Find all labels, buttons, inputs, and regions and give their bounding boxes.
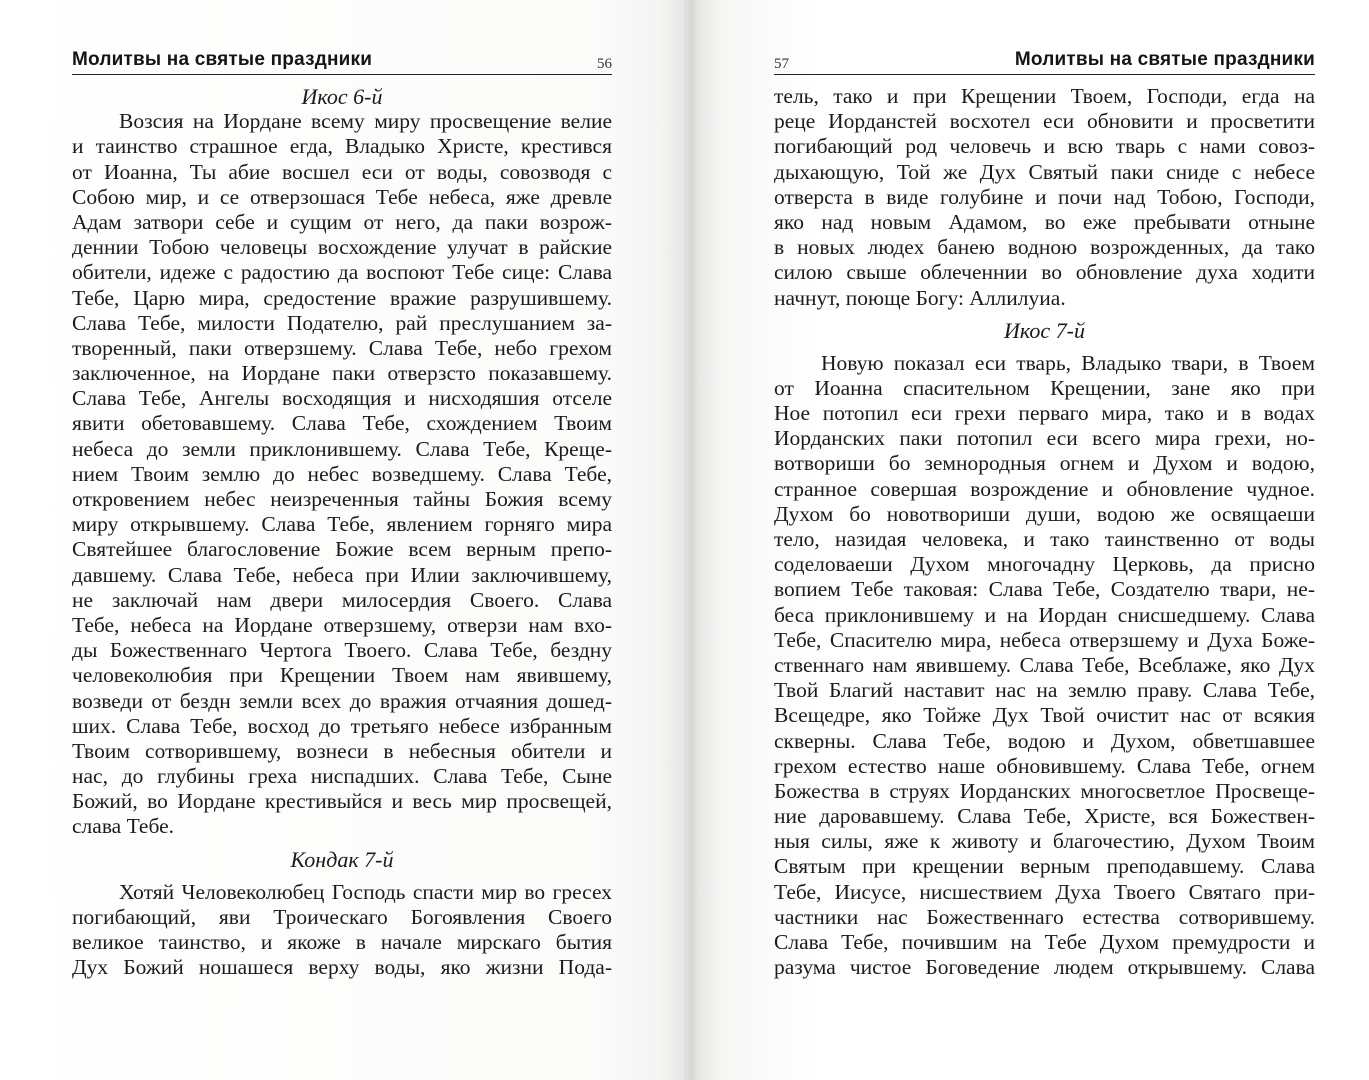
text-line: Возсия на Иордане всему миру просвещение велие: [119, 109, 612, 134]
page-number: 57: [774, 56, 789, 72]
text-line: деннии Тобою человецы восхождение улучат в райские: [72, 235, 612, 260]
text-line: Ное потопил еси грехи перваго мира, тако и в водах: [774, 401, 1315, 426]
text-line: от Иоанна спасительном Крещении, зане яко при: [774, 375, 1315, 400]
text-line: явити обетовавшему. Слава Тебе, схождением Твоим: [72, 411, 612, 436]
text-line: Твой Благий наставит нас на землю праву. Слава Тебе,: [774, 678, 1315, 703]
text-line: Тебе, Иисусе, нисшествием Духа Твоего Святаго при-: [774, 879, 1315, 904]
text-line: Хотяй Человеколюбец Господь спасти мир во гресех: [119, 879, 612, 904]
continuation-text: [774, 84, 1315, 311]
text-line: ственнаго нам явившему. Слава Тебе, Всеблаже, яко Дух: [774, 652, 1315, 677]
text-line: Иорданских паки потопил еси всего мира грехи, но-: [774, 426, 1315, 451]
text-line: обители, идеже с радостию да воспоют Тебе сице: Слава: [72, 260, 612, 285]
section-text-ikos-7: [774, 351, 1315, 981]
text-line: творенный, паки отверзшему. Слава Тебе, небо грехом: [72, 335, 612, 360]
text-line: Новую показал еси тварь, Владыко твари, в Твоем: [821, 350, 1315, 375]
text-line: в новых людех банею водною возрожденных, да тако: [774, 235, 1315, 260]
text-line: не заключай нам двери милосердия Своего. Слава: [72, 587, 612, 612]
text-line: соделоваеши Духом многочадну Церковь, да присно: [774, 552, 1315, 577]
text-line: Тебе, Царю мира, средостение вражие разрушившему.: [72, 285, 612, 310]
section-heading-kondak-7: Кондак 7-й: [290, 846, 394, 872]
right-page-body: [774, 84, 1315, 980]
text-line: реце Иорданстей восхотел еси обновити и просветити: [774, 109, 1315, 134]
text-line: вотвориши бо земнородныя огнем и Духом и водою,: [774, 451, 1315, 476]
text-line: Собою мир, и се отверзошася Тебе небеса, яже древле: [72, 184, 612, 209]
text-line: грехом естество наше обновившему. Слава Тебе, огнем: [774, 753, 1315, 778]
right-page-header: [774, 46, 1315, 75]
running-title: Молитвы на святые праздники: [1014, 49, 1315, 70]
text-line: миру открывшему. Слава Тебе, явлением горняго мира: [72, 512, 612, 537]
section-text-kondak-7: [72, 880, 612, 981]
text-line: частники нас Божественнаго естества сотворившему.: [774, 904, 1315, 929]
text-line: ды Божественнаго Чертога Твоего. Слава Тебе, бездну: [72, 638, 612, 663]
text-line: тело, назидая человека, и тако таинственно от воды: [774, 527, 1315, 551]
right-page: [684, 0, 1369, 1080]
text-line: давшему. Слава Тебе, небеса при Илии заключившему,: [72, 562, 612, 587]
text-line: откровением небес неизреченныя тайны Божия всему: [72, 487, 612, 511]
text-line: Божий, во Иордане крестивыйся и весь мир просвещей,: [72, 789, 612, 814]
text-line: дыхающую, Той же Дух Святый паки сниде с небесе: [774, 159, 1315, 184]
text-line: ших. Слава Тебе, восход до третьяго небесе избранным: [72, 713, 612, 738]
text-line: небеса до земли приклонившему. Слава Тебе, Креще-: [72, 436, 612, 461]
text-line: Всещедре, яко Тойже Дух Твой очистит нас от всякия: [774, 703, 1315, 728]
text-line: Слава Тебе, почившим на Тебе Духом премудрости и: [774, 930, 1315, 954]
text-line: человеколюбия при Крещении Твоем нам явившему,: [72, 663, 612, 688]
text-line: яко над новым Адамом, во еже пребывати отныне: [774, 209, 1315, 234]
text-line: нас, до глубины греха ниспадших. Слава Тебе, Сыне: [72, 764, 612, 789]
left-page: [0, 0, 684, 1080]
text-line: слава Тебе.: [72, 814, 175, 839]
text-line: Дух Божий ношашеся верху воды, яко жизни Пода-: [72, 955, 612, 980]
text-line: Святым при крещении верным преподавшему. Слава: [774, 854, 1315, 879]
text-line: беса приклонившему и на Иордан снисшедшему. Слава: [774, 602, 1315, 627]
text-line: нием Твоим землю до небес возведшему. Слава Тебе,: [72, 461, 612, 486]
text-line: возведи от бездн земли всех до вражия отчаяния дошед-: [72, 688, 612, 713]
text-line: тель, тако и при Крещении Твоем, Господи, егда на: [774, 84, 1315, 108]
running-title: Молитвы на святые праздники: [72, 49, 373, 70]
text-line: Тебе, небеса на Иордане отверзшему, отверзи нам вхо-: [72, 612, 612, 637]
text-line: заключенное, на Иордане паки отверзсто показавшему.: [72, 361, 612, 386]
left-page-body: [72, 84, 612, 980]
left-page-header: [72, 46, 612, 75]
text-line: начнут, поюще Богу: Аллилуиа.: [774, 285, 1066, 310]
text-line: Тебе, Спасителю мира, небеса отверзшему и Духа Боже-: [774, 627, 1315, 652]
section-heading-ikos-7: Икос 7-й: [1004, 317, 1085, 343]
text-line: Святейшее благословение Божие всем верным препо-: [72, 537, 612, 562]
text-line: скверны. Слава Тебе, водою и Духом, обветшавшее: [774, 728, 1315, 753]
text-line: ние даровавшему. Слава Тебе, Христе, вся Божествен-: [774, 804, 1315, 829]
section-text-ikos-6: [72, 109, 612, 839]
text-line: и таинство страшное егда, Владыко Христе, крестився: [72, 134, 612, 159]
text-line: Твоим сотворившему, вознеси в небесныя обители и: [72, 738, 612, 763]
text-line: Божества в струях Иорданских многосветлое Просвеще-: [774, 778, 1315, 803]
text-line: погибающий род человечь и всю тварь с нами совоз-: [774, 134, 1315, 159]
text-line: разума чистое Боговедение людем открывшему. Слава: [774, 955, 1315, 980]
text-line: силою свыше облеченнии во обновление духа ходити: [774, 260, 1315, 285]
text-line: Адам затвори себе и сущим от него, да паки возрож-: [72, 209, 612, 234]
section-heading-ikos-6: Икос 6-й: [301, 84, 383, 109]
text-line: погибающий, яви Троическаго Богоявления Своего: [72, 904, 612, 929]
text-line: великое таинство, и якоже в начале мирскаго бытия: [72, 930, 612, 954]
text-line: Слава Тебе, Ангелы восходящия и нисходяшия отселе: [72, 386, 612, 411]
text-line: Слава Тебе, милости Подателю, рай преслушанием за-: [72, 310, 612, 335]
text-line: ныя силы, яже к животу и благочестию, Духом Твоим: [774, 829, 1315, 854]
text-line: отверста в виде голубине и почи над Тобою, Господи,: [774, 184, 1315, 209]
text-line: от Иоанна, Ты абие восшел еси от воды, совозводя с: [72, 159, 612, 184]
text-line: вопием Тебе таковая: Слава Тебе, Создателю твари, не-: [774, 577, 1315, 602]
text-line: Духом бо новотвориши души, водою же освящаеши: [774, 501, 1315, 526]
page-number: 56: [597, 56, 612, 72]
text-line: странное совершая возрождение и обновление чудное.: [774, 476, 1315, 501]
